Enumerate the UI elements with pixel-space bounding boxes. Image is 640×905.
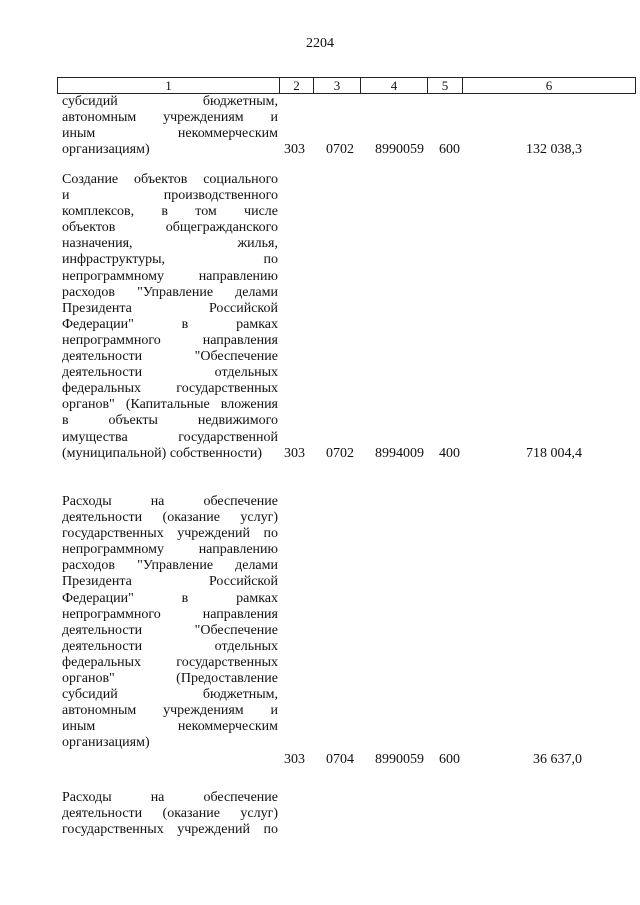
description-line: комплексов, в том числе [62, 204, 278, 220]
description-line: иным некоммерческим [62, 126, 278, 142]
table-row [0, 790, 640, 842]
cell-expense-type: 600 [439, 142, 460, 157]
cell-amount: 132 038,3 [526, 142, 582, 157]
description-line: Создание объектов социального [62, 172, 278, 187]
description-line: органов" (Предоставление [62, 671, 278, 687]
description-line: Федерации" в рамках [62, 590, 278, 606]
description-line: федеральных государственных [62, 381, 278, 397]
cell-section-code: 0702 [326, 446, 354, 461]
description-line: объектов общегражданского [62, 220, 278, 236]
description-line: Президента Российской [62, 574, 278, 590]
cell-expense-type: 600 [439, 752, 460, 767]
description-line: деятельности (оказание услуг) [62, 806, 278, 822]
description-line: государственных учреждений по [62, 526, 278, 542]
row-description [62, 94, 278, 158]
cell-expense-type: 400 [439, 446, 460, 461]
description-line: государственных учреждений по [62, 822, 278, 838]
description-line: Президента Российской [62, 300, 278, 316]
column-header-1: 1 [58, 78, 280, 94]
description-line: автономным учреждениям и [62, 703, 278, 719]
cell-target-article: 8990059 [375, 142, 424, 157]
table-header-row [58, 78, 636, 94]
cell-ministry-code: 303 [284, 446, 305, 461]
row-description [62, 790, 278, 838]
description-line: (муниципальной) собственности) [62, 445, 263, 461]
column-header-table [57, 77, 636, 94]
description-line: деятельности отдельных [62, 365, 278, 381]
description-line: деятельности отдельных [62, 638, 278, 654]
description-line: субсидий бюджетным, [62, 687, 278, 703]
cell-target-article: 8994009 [375, 446, 424, 461]
description-line: организациям) [62, 142, 150, 158]
column-header-6: 6 [463, 78, 636, 94]
cell-section-code: 0704 [326, 752, 354, 767]
description-line: назначения, жилья, [62, 236, 278, 252]
table-row [0, 94, 640, 164]
description-line: непрограммного направления [62, 332, 278, 348]
page-number: 2204 [306, 36, 334, 51]
description-line: субсидий бюджетным, [62, 94, 278, 109]
table-row [0, 494, 640, 767]
description-line: Расходы на обеспечение [62, 790, 278, 805]
description-line: деятельности "Обеспечение [62, 349, 278, 365]
description-line: иным некоммерческим [62, 719, 278, 735]
description-line: организациям) [62, 735, 150, 751]
row-description [62, 172, 278, 462]
cell-ministry-code: 303 [284, 142, 305, 157]
cell-target-article: 8990059 [375, 752, 424, 767]
column-header-2: 2 [280, 78, 314, 94]
description-line: имущества государственной [62, 429, 278, 445]
description-line: органов" (Капитальные вложения [62, 397, 278, 413]
description-line: деятельности "Обеспечение [62, 622, 278, 638]
cell-ministry-code: 303 [284, 752, 305, 767]
description-line: Расходы на обеспечение [62, 494, 278, 509]
description-line: и производственного [62, 188, 278, 204]
description-line: непрограммному направлению [62, 268, 278, 284]
description-line: расходов "Управление делами [62, 284, 278, 300]
description-line: автономным учреждениям и [62, 110, 278, 126]
row-description [62, 494, 278, 752]
description-line: деятельности (оказание услуг) [62, 510, 278, 526]
table-row [0, 172, 640, 464]
description-line: в объекты недвижимого [62, 413, 278, 429]
description-line: непрограммному направлению [62, 542, 278, 558]
description-line: расходов "Управление делами [62, 558, 278, 574]
cell-amount: 718 004,4 [526, 446, 582, 461]
description-line: федеральных государственных [62, 654, 278, 670]
description-line: непрограммного направления [62, 606, 278, 622]
cell-amount: 36 637,0 [533, 752, 582, 767]
column-header-3: 3 [314, 78, 361, 94]
description-line: инфраструктуры, по [62, 252, 278, 268]
column-header-5: 5 [428, 78, 463, 94]
column-header-4: 4 [361, 78, 428, 94]
description-line: Федерации" в рамках [62, 316, 278, 332]
cell-section-code: 0702 [326, 142, 354, 157]
